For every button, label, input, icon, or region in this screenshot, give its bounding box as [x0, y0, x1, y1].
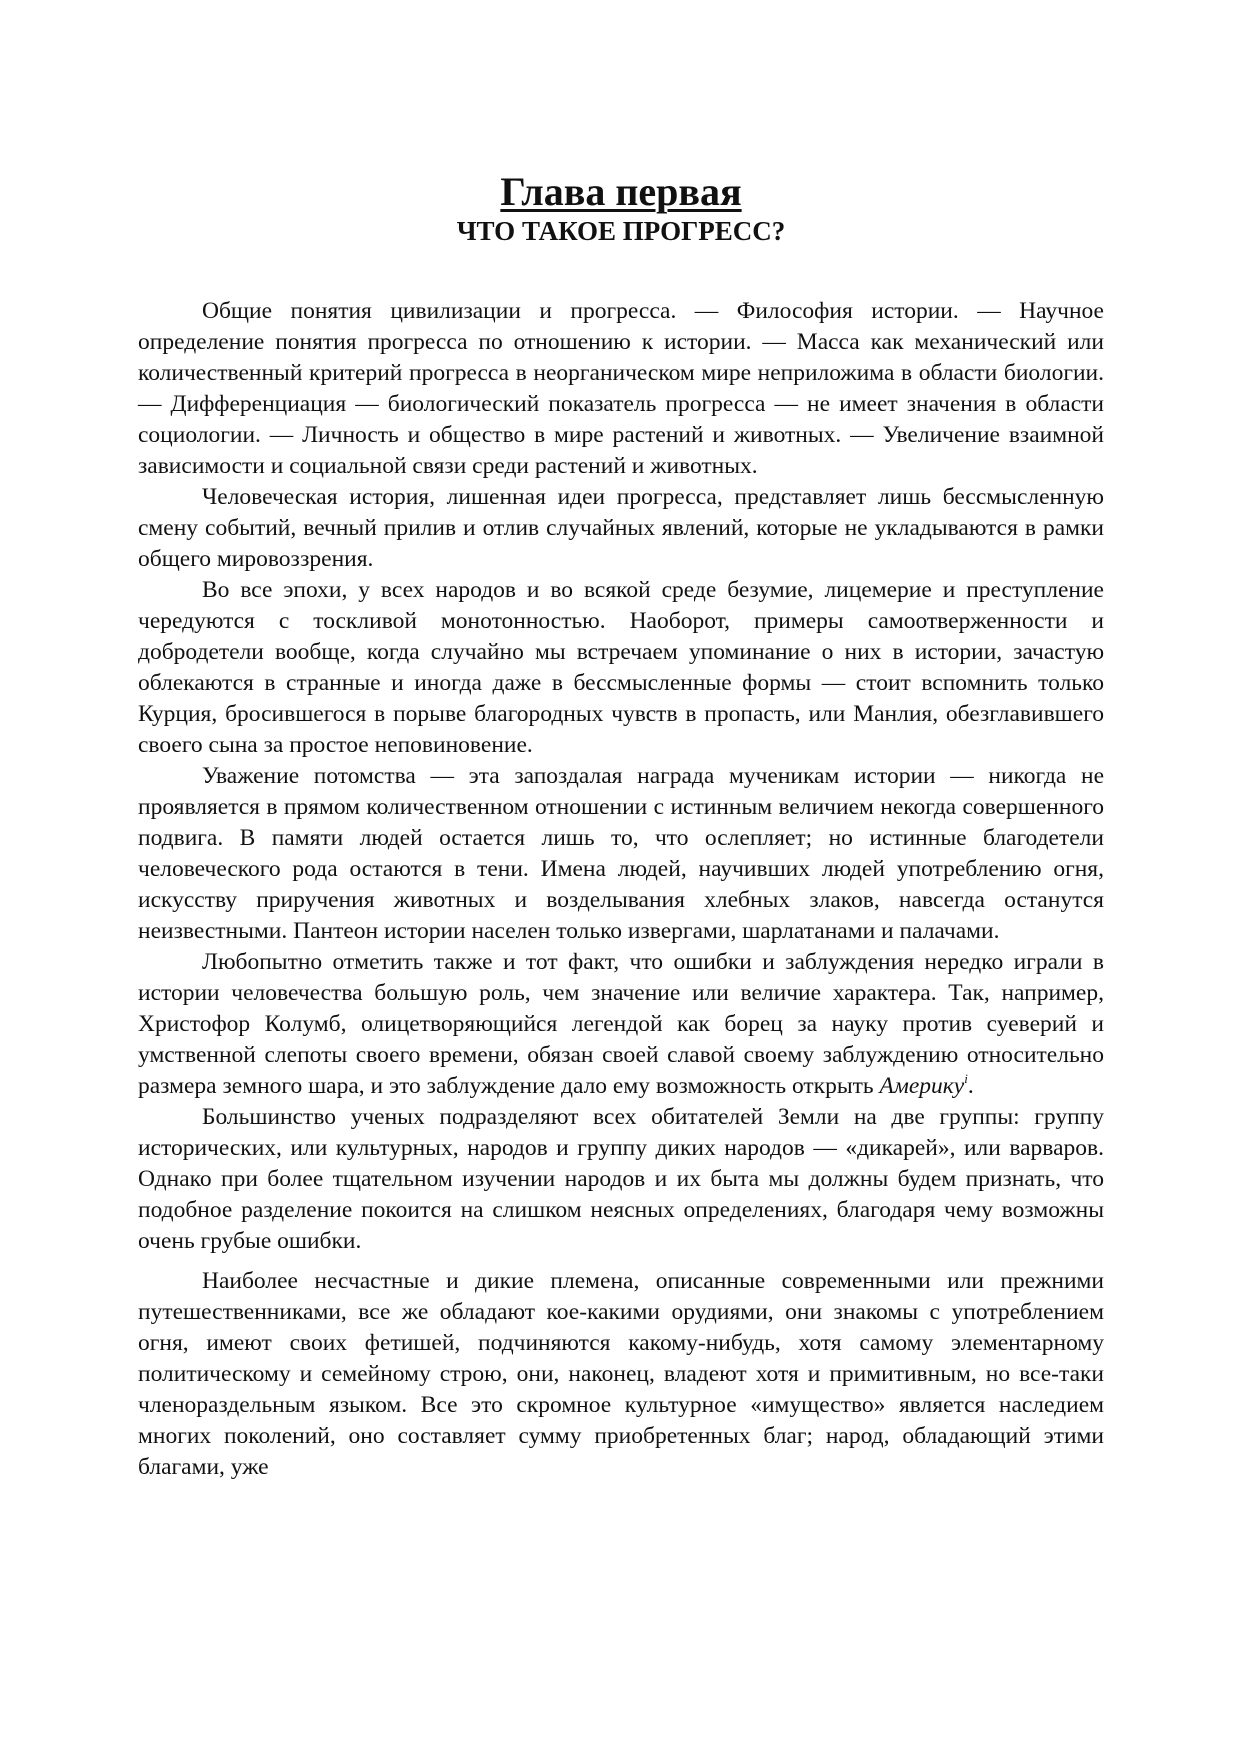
paragraph-4-text: Любопытно отметить также и тот факт, что ошибки и заблуждения нередко играли в истории человечества большую роль, чем значение или величие характера. Так, например, Христофор Колумб, олицетворяющийся легендой как борец за науку против суеверий и умственной слепоты своего времени, обязан своей славой своему заблуждению относительно размера земного шара, и это заблуждение дало ему возможность открыть	[138, 949, 1104, 1099]
emphasized-word	[880, 1073, 968, 1099]
paragraph-6: Наиболее несчастные и дикие племена, описанные современными или прежними путешественниками, все же обладают кое-какими орудиями, они знакомы с употреблением огня, имеют своих фетишей, подчиняются какому-нибудь, хотя самому элементарному политическому и семейному строю, они, наконец, владеют хотя и примитивным, но все-таки членораздельным языком. Все это скромное культурное «имущество» является наследием многих поколений, оно составляет сумму приобретенных благ; народ, обладающий этими благами, уже	[138, 1268, 1104, 1480]
chapter-summary: Общие понятия цивилизации и прогресса. — Философия истории. — Научное определение понятия прогресса по отношению к истории. — Масса как механический или количественный критерий прогресса в неорганическом мире неприложима в области биологии. — Дифференциация — биологический показатель прогресса — не имеет значения в области социологии. — Личность и общество в мире растений и животных. — Увеличение взаимной зависимости и социальной связи среди растений и животных.	[138, 298, 1104, 479]
paragraph-4-end: .	[967, 1073, 974, 1099]
emphasized-word-text: Америку	[879, 1073, 965, 1099]
document-page	[138, 170, 1104, 1483]
paragraph-2: Во все эпохи, у всех народов и во всякой среде безумие, лицемерие и преступление чередуются с тоскливой монотонностью. Наоборот, примеры самоотверженности и добродетели вообще, когда случайно мы встречаем упоминание о них в истории, зачастую облекаются в странные и иногда даже в бессмысленные формы — стоит вспомнить только Курция, бросившегося в порыве благородных чувств в пропасть, или Манлия, обезглавившего своего сына за простое неповиновение.	[138, 577, 1104, 758]
chapter-title: Глава первая	[500, 169, 742, 214]
paragraph-4	[138, 947, 1104, 1102]
paragraph-1: Человеческая история, лишенная идеи прогресса, представляет лишь бессмысленную смену событий, вечный прилив и отлив случайных явлений, которые не укладываются в рамки общего мировоззрения.	[138, 484, 1104, 572]
paragraph-3: Уважение потомства — эта запоздалая награда мученикам истории — никогда не проявляется в прямом количественном отношении с истинным величием некогда совершенного подвига. В памяти людей остается лишь то, что ослепляет; но истинные благодетели человеческого рода остаются в тени. Имена людей, научивших людей употреблению огня, искусству приручения животных и возделывания хлебных злаков, навсегда останутся неизвестными. Пантеон истории населен только извергами, шарлатанами и палачами.	[138, 763, 1104, 944]
footnote-marker[interactable]: i	[964, 1071, 968, 1086]
chapter-subtitle: ЧТО ТАКОЕ ПРОГРЕСС?	[456, 216, 786, 246]
paragraph-5: Большинство ученых подразделяют всех обитателей Земли на две группы: группу исторических, или культурных, народов и группу диких народов — «дикарей», или варваров. Однако при более тщательном изучении народов и их быта мы должны будем признать, что подобное разделение покоится на слишком неясных определениях, благодаря чему возможны очень грубые ошибки.	[138, 1104, 1104, 1254]
